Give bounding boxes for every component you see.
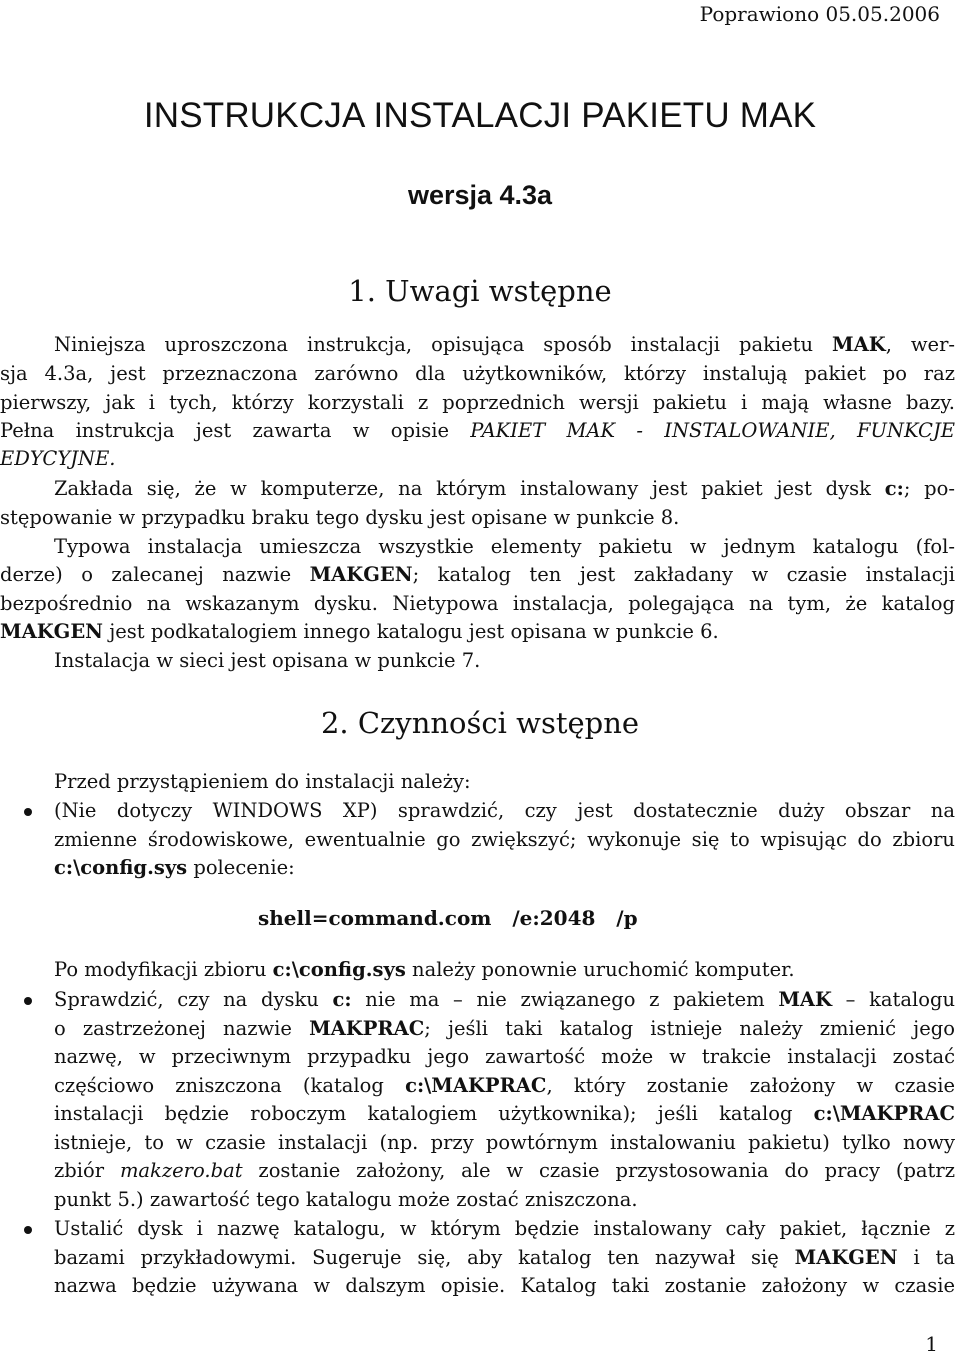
- paragraph-line: Zakłada się, że w komputerze, na którym instalowany jest pakiet jest dysk c:; po-: [54, 477, 955, 500]
- list-item-line: (Nie dotyczy WINDOWS XP) sprawdzić, czy jest dostatecznie duży obszar na: [54, 799, 955, 822]
- list-item-line: punkt 5.) zawartość tego katalogu może zostać zniszczona.: [54, 1188, 638, 1211]
- paragraph-line: bezpośrednio na wskazanym dysku. Nietypowa instalacja, polegająca na tym, że katalog: [0, 592, 955, 615]
- list-item-line: częściowo zniszczona (katalog c:\MAKPRAC, który zostanie założony w czasie: [54, 1074, 955, 1097]
- list-item-line: nazwę, w przeciwnym przypadku jego zawartość może w trakcie instalacji zostać: [54, 1045, 955, 1068]
- bullet-icon: [24, 808, 32, 816]
- document-title: INSTRUKCJA INSTALACJI PAKIETU MAK: [143, 96, 817, 135]
- section-1-heading: 1. Uwagi wstępne: [348, 274, 612, 308]
- paragraph-line: Instalacja w sieci jest opisana w punkcie 7.: [54, 649, 481, 672]
- document-version: wersja 4.3a: [407, 180, 553, 210]
- config-command: shell=command.com /e:2048 /p: [258, 906, 638, 930]
- section-2-intro: Przed przystąpieniem do instalacji należy:: [54, 770, 471, 793]
- paragraph-line: Niniejsza uproszczona instrukcja, opisująca sposób instalacji pakietu MAK, wer-: [54, 333, 955, 356]
- list-item-line: zbiór makzero.bat zostanie założony, ale w czasie przystosowania do pracy (patrz: [54, 1159, 955, 1182]
- paragraph-line: EDYCYJNE.: [0, 447, 116, 470]
- paragraph-line: pierwszy, jak i tych, którzy korzystali z poprzednich wersji pakietu i mają własne bazy.: [0, 391, 955, 414]
- revision-date: Poprawiono 05.05.2006: [699, 2, 940, 26]
- section-2-heading: 2. Czynności wstępne: [320, 706, 640, 740]
- list-item-line: istnieje, to w czasie instalacji (np. przy powtórnym instalowaniu pakietu) tylko nowy: [54, 1131, 955, 1154]
- list-item-line: instalacji będzie roboczym katalogiem użytkownika); jeśli katalog c:\MAKPRAC: [54, 1102, 955, 1125]
- list-item-line: zmienne środowiskowe, ewentualnie go zwiększyć; wykonuje się to wpisując do zbioru: [54, 828, 955, 851]
- list-item-line: Po modyfikacji zbioru c:\config.sys należy ponownie uruchomić komputer.: [54, 958, 795, 981]
- paragraph-line: MAKGEN jest podkatalogiem innego katalogu jest opisana w punkcie 6.: [0, 620, 719, 643]
- bullet-icon: [24, 1226, 32, 1234]
- list-item-line: bazami przykładowymi. Sugeruje się, aby katalog ten nazywał się MAKGEN i ta: [54, 1246, 955, 1269]
- bullet-icon: [24, 997, 32, 1005]
- list-item-line: Ustalić dysk i nazwę katalogu, w którym będzie instalowany cały pakiet, łącznie z: [54, 1217, 955, 1240]
- paragraph-line: stępowanie w przypadku braku tego dysku jest opisane w punkcie 8.: [0, 506, 680, 529]
- paragraph-line: sja 4.3a, jest przeznaczona zarówno dla użytkowników, którzy instalują pakiet po raz: [0, 362, 955, 385]
- list-item-line: c:\config.sys polecenie:: [54, 856, 295, 879]
- list-item-line: Sprawdzić, czy na dysku c: nie ma – nie związanego z pakietem MAK – katalogu: [54, 988, 956, 1011]
- page-number: 1: [925, 1332, 938, 1356]
- paragraph-line: derze) o zalecanej nazwie MAKGEN; katalog ten jest zakładany w czasie instalacji: [0, 563, 955, 586]
- list-item-line: o zastrzeżonej nazwie MAKPRAC; jeśli taki katalog istnieje należy zmienić jego: [54, 1017, 955, 1040]
- paragraph-line: Pełna instrukcja jest zawarta w opisie PAKIET MAK - INSTALOWANIE, FUNKCJE: [0, 419, 955, 442]
- list-item-line: nazwa będzie używana w dalszym opisie. Katalog taki zostanie założony w czasie: [54, 1274, 955, 1297]
- paragraph-line: Typowa instalacja umieszcza wszystkie elementy pakietu w jednym katalogu (fol-: [54, 535, 955, 558]
